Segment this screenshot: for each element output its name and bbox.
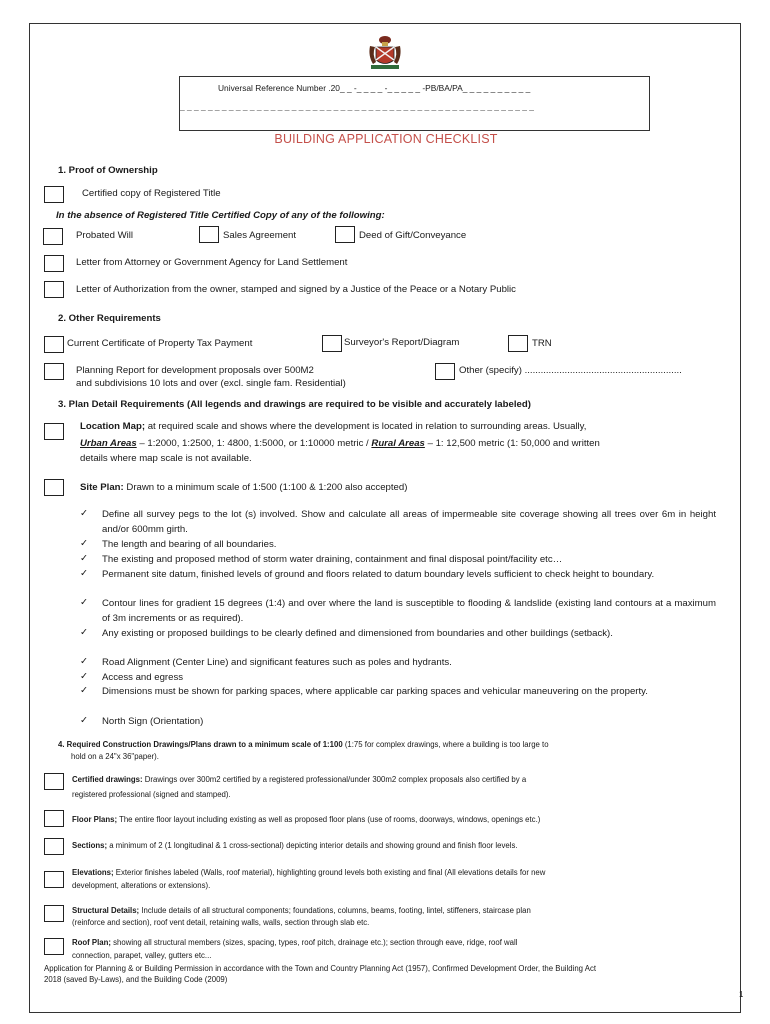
certified-drawings-label: Certified drawings: <box>72 775 143 784</box>
elevations-label: Elevations; <box>72 868 114 877</box>
rural-areas-label: Rural Areas <box>371 438 425 449</box>
elevations-line2: development, alterations or extensions). <box>72 881 211 890</box>
checklist-page <box>29 23 744 1013</box>
roof-plan-label: Roof Plan; <box>72 938 111 947</box>
section-4-heading-bold: Required Construction Drawings/Plans drawn to a minimum scale of 1:100 <box>64 740 343 749</box>
other-specify-label: Other (specify) ........................................................... <box>459 365 682 376</box>
location-map-text2a: – 1:2000, 1:2500, 1: 4800, 1:5000, or 1:10000 metric / <box>136 438 372 449</box>
section-4-number: 4. <box>58 740 65 749</box>
check-icon: ✓ <box>80 597 89 608</box>
certified-drawings-text1: Drawings over 300m2 certified by a registered professional/under 300m2 complex proposals also certified by a <box>142 775 527 784</box>
check-icon: ✓ <box>80 656 89 667</box>
page-title: BUILDING APPLICATION CHECKLIST <box>274 132 498 146</box>
check-icon: ✓ <box>80 538 89 549</box>
location-map-text1: at required scale and shows where the development is located in relation to surrounding areas. Usually, <box>145 421 587 432</box>
trn-label: TRN <box>532 338 552 349</box>
deed-of-gift-label: Deed of Gift/Conveyance <box>359 230 467 241</box>
check-icon: ✓ <box>80 508 89 519</box>
location-map-line3: details where map scale is not available. <box>80 453 252 464</box>
section-4-heading <box>58 740 549 749</box>
site-plan-item: Dimensions must be shown for parking spaces, where applicable car parking spaces and vehicular maneuvering on the property. <box>102 686 648 697</box>
floor-plans-checkbox[interactable] <box>44 810 64 827</box>
location-map-line1 <box>80 421 586 432</box>
certified-drawings-line2: registered professional (signed and stamped). <box>72 790 231 799</box>
floor-plans-line <box>72 815 540 824</box>
site-plan-item: Access and egress <box>102 672 184 683</box>
deed-of-gift-checkbox[interactable] <box>335 226 355 243</box>
probated-will-label: Probated Will <box>76 230 134 241</box>
urban-areas-label: Urban Areas <box>80 438 137 449</box>
reference-number-line: Universal Reference Number .20_ _ -_ _ _ _ -_ _ _ _ _ -PB/BA/PA_ _ _ _ _ _ _ _ _ _ <box>218 83 531 93</box>
check-icon: ✓ <box>80 553 89 564</box>
probated-will-checkbox[interactable] <box>43 228 63 245</box>
planning-report-label-line1: Planning Report for development proposals over 500M2 <box>76 365 314 376</box>
location-map-checkbox[interactable] <box>44 423 64 440</box>
site-plan-item: Road Alignment (Center Line) and significant features such as poles and hydrants. <box>102 657 452 668</box>
structural-details-line2: (reinforce and section), roof vent detail, retaining walls, walls, section through slab etc. <box>72 918 370 927</box>
sections-text: a minimum of 2 (1 longitudinal & 1 cross-sectional) depicting interior details and showing ground and finish floor levels. <box>107 841 518 850</box>
surveyor-report-label: Surveyor's Report/Diagram <box>344 337 460 348</box>
section-2-heading: 2. Other Requirements <box>58 313 161 324</box>
structural-details-text1: Include details of all structural components; foundations, columns, beams, footing, lintel, stiffeners, staircase plan <box>139 906 531 915</box>
site-plan-item: The existing and proposed method of storm water draining, containment and final disposal point/facility etc… <box>102 554 563 565</box>
other-specify-checkbox[interactable] <box>435 363 455 380</box>
section-4-heading-line2: hold on a 24"x 36"paper). <box>71 752 159 761</box>
check-icon: ✓ <box>80 671 89 682</box>
section-4-heading-rest: (1:75 for complex drawings, where a building is too large to <box>342 740 549 749</box>
sections-label: Sections; <box>72 841 108 850</box>
letter-authorization-checkbox[interactable] <box>44 281 64 298</box>
letter-attorney-label: Letter from Attorney or Government Agency for Land Settlement <box>76 257 348 268</box>
sections-line <box>72 841 518 850</box>
location-map-line2 <box>80 438 600 449</box>
check-icon: ✓ <box>80 685 89 696</box>
site-plan-line <box>80 482 407 493</box>
check-icon: ✓ <box>80 627 89 638</box>
letter-attorney-checkbox[interactable] <box>44 255 64 272</box>
site-plan-item: Define all survey pegs to the lot (s) involved. Show and calculate all areas of impermeable site coverage showing all trees over 6m in height and/or 600mm girth. <box>102 509 716 535</box>
roof-plan-line1 <box>72 938 517 947</box>
page-marker: 1 <box>739 990 744 999</box>
elevations-checkbox[interactable] <box>44 871 64 888</box>
footer-note-line1: Application for Planning & or Building Permission in accordance with the Town and Country Planning Act (1957), Confirmed Development Order, the Building Act <box>44 964 597 973</box>
absence-note: In the absence of Registered Title Certified Copy of any of the following: <box>56 210 385 221</box>
surveyor-report-checkbox[interactable] <box>322 335 342 352</box>
sales-agreement-checkbox[interactable] <box>199 226 219 243</box>
check-icon: ✓ <box>80 715 89 726</box>
structural-details-line1 <box>72 906 531 915</box>
floor-plans-label: Floor Plans; <box>72 815 118 824</box>
sections-checkbox[interactable] <box>44 838 64 855</box>
trn-checkbox[interactable] <box>508 335 528 352</box>
site-plan-label: Site Plan: <box>80 482 124 493</box>
coat-of-arms-icon <box>367 34 403 72</box>
site-plan-item: Contour lines for gradient 15 degrees (1:4) and over where the land is susceptible to flooding & landslide (existing land contours at a maximum of 3m increments or as required). <box>102 598 716 624</box>
elevations-line1 <box>72 868 545 877</box>
site-plan-item: Any existing or proposed buildings to be clearly defined and dimensioned from boundaries and other buildings (setback). <box>102 628 613 639</box>
site-plan-text: Drawn to a minimum scale of 1:500 (1:100 & 1:200 also accepted) <box>123 482 408 493</box>
certified-drawings-line1 <box>72 775 526 784</box>
roof-plan-checkbox[interactable] <box>44 938 64 955</box>
structural-details-label: Structural Details; <box>72 906 140 915</box>
footer-note-line2: 2018 (saved By-Laws), and the Building Code (2009) <box>44 975 228 984</box>
section-1-heading: 1. Proof of Ownership <box>58 165 158 176</box>
letter-authorization-label: Letter of Authorization from the owner, stamped and signed by a Justice of the Peace or a Notary Public <box>76 284 516 295</box>
site-plan-item: The length and bearing of all boundaries. <box>102 539 277 550</box>
certified-drawings-checkbox[interactable] <box>44 773 64 790</box>
property-tax-label: Current Certificate of Property Tax Payment <box>67 338 253 349</box>
site-plan-checkbox[interactable] <box>44 479 64 496</box>
planning-report-checkbox[interactable] <box>44 363 64 380</box>
section-3-heading: 3. Plan Detail Requirements (All legends and drawings are required to be visible and accurately labeled) <box>58 399 531 410</box>
elevations-text1: Exterior finishes labeled (Walls, roof material), highlighting ground levels both existing and final (All elevations details for new <box>113 868 546 877</box>
location-map-label: Location Map; <box>80 421 146 432</box>
certified-title-checkbox[interactable] <box>44 186 64 203</box>
floor-plans-text: The entire floor layout including existing as well as proposed floor plans (use of rooms, doorways, windows, openings etc.) <box>117 815 541 824</box>
reference-number-underline: _ _ _ _ _ _ _ _ _ _ _ _ _ _ _ _ _ _ _ _ _ _ _ _ _ _ _ _ _ _ _ _ _ _ _ _ _ _ _ _ _ _ _ _ _ _ _ _ _ _ _ <box>180 101 534 111</box>
location-map-text2b: – 1: 12,500 metric (1: 50,000 and written <box>424 438 600 449</box>
sales-agreement-label: Sales Agreement <box>223 230 297 241</box>
certified-title-label: Certified copy of Registered Title <box>82 188 221 199</box>
property-tax-checkbox[interactable] <box>44 336 64 353</box>
site-plan-item: Permanent site datum, finished levels of ground and floors related to datum boundary levels sufficient to check height to boundary. <box>102 569 655 580</box>
check-icon: ✓ <box>80 568 89 579</box>
planning-report-label-line2: and subdivisions 10 lots and over (excl. single fam. Residential) <box>76 378 346 389</box>
site-plan-item: North Sign (Orientation) <box>102 716 204 727</box>
roof-plan-text1: showing all structural members (sizes, spacing, types, roof pitch, drainage etc.); section through eave, ridge, roof wall <box>110 938 518 947</box>
roof-plan-line2: connection, parapet, valley, gutters etc... <box>72 951 212 960</box>
structural-details-checkbox[interactable] <box>44 905 64 922</box>
